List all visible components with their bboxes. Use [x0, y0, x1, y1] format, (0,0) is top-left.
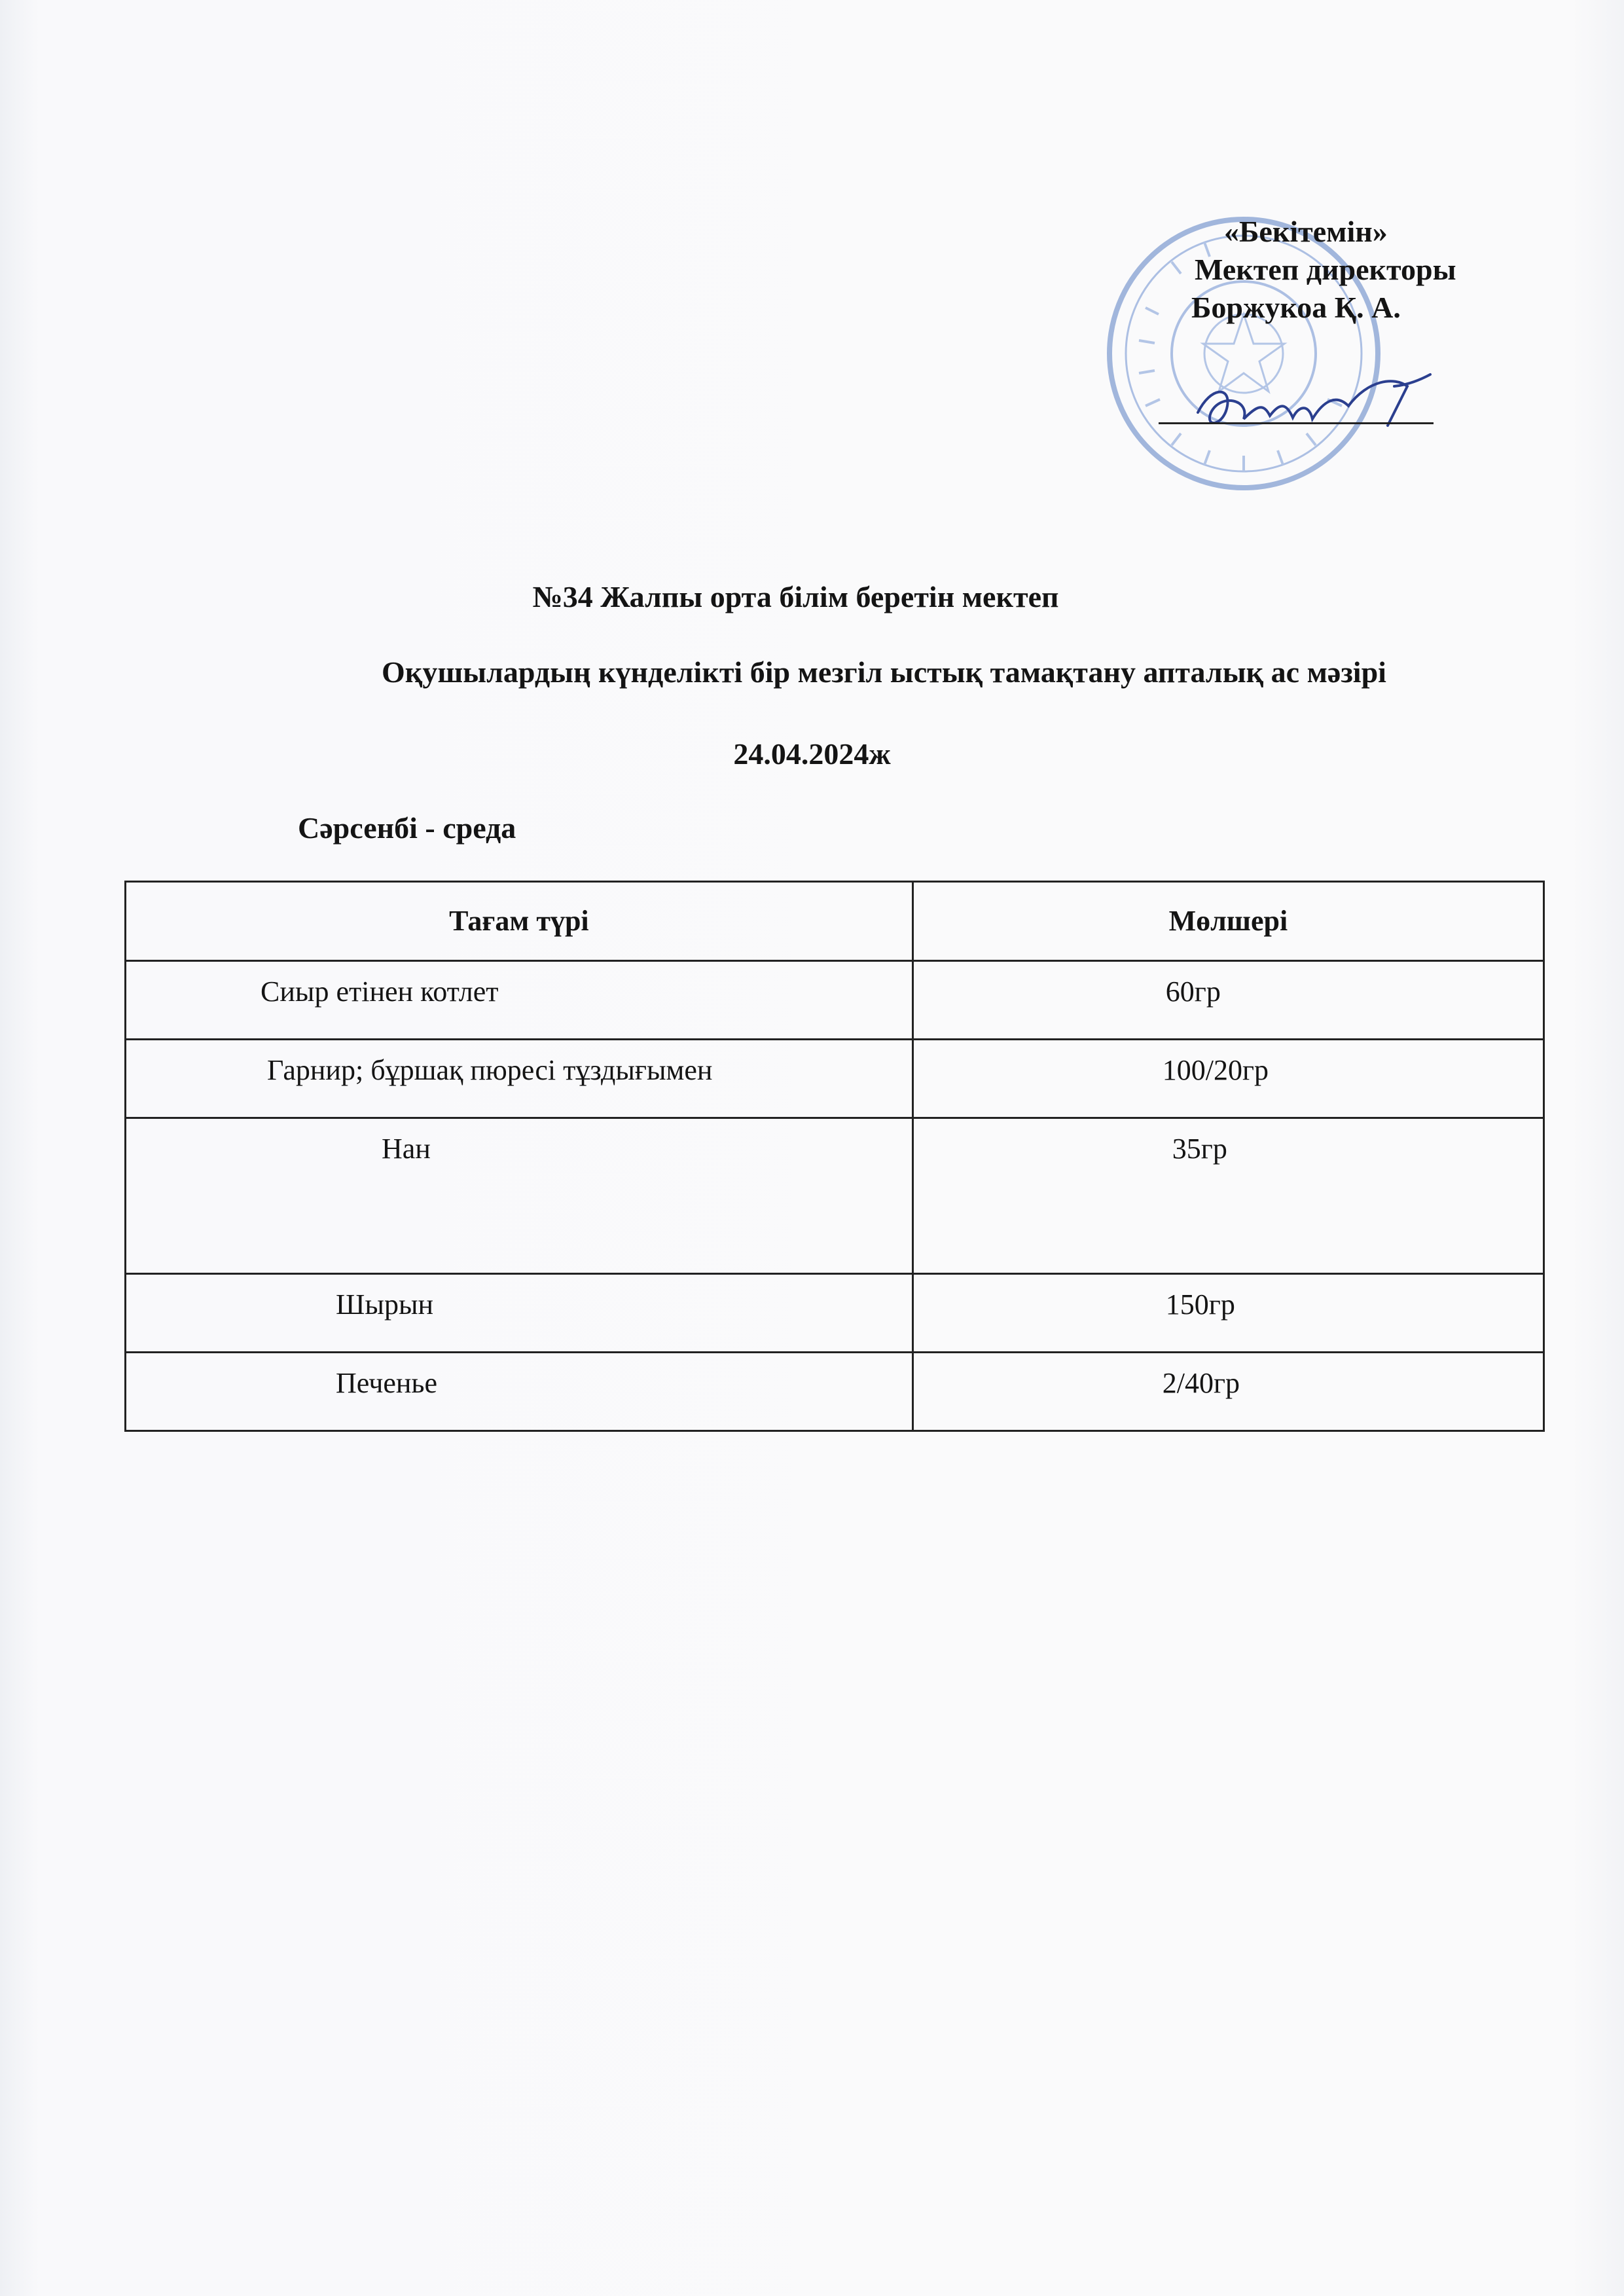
- dish-name: Гарнир; бұршақ пюресі тұздығымен: [267, 1054, 713, 1086]
- dish-amount: 100/20гр: [1162, 1054, 1269, 1086]
- approval-title: «Бекітемін»: [1224, 215, 1388, 248]
- column-header-dish: Тағам түрі: [126, 882, 913, 961]
- table-row: [126, 1118, 1544, 1274]
- dish-amount: 2/40гр: [1162, 1367, 1240, 1399]
- approval-director-name: Боржукоа Қ. А.: [1191, 291, 1401, 324]
- dish-amount: 150гр: [1165, 1288, 1235, 1321]
- director-signature-icon: [1172, 367, 1447, 445]
- dish-amount: 60гр: [1165, 975, 1221, 1008]
- table-row: [126, 1040, 1544, 1118]
- table-row: [126, 1353, 1544, 1431]
- menu-date: 24.04.2024ж: [733, 737, 891, 771]
- table-header-row: [126, 882, 1544, 961]
- weekday-label: Сәрсенбі - среда: [298, 811, 516, 845]
- menu-table: [124, 881, 1545, 1432]
- dish-name: Печенье: [336, 1367, 438, 1399]
- dish-name: Шырын: [336, 1288, 434, 1321]
- table-row: [126, 1274, 1544, 1353]
- menu-title: Оқушылардың күнделікті бір мезгіл ыстық тамақтану апталық ас мәзірі: [382, 655, 1386, 689]
- approval-position: Мектеп директоры: [1195, 253, 1456, 286]
- column-header-amount: Мөлшері: [912, 882, 1543, 961]
- dish-name: Сиыр етінен котлет: [261, 975, 499, 1008]
- dish-name: Нан: [382, 1133, 431, 1165]
- school-name: №34 Жалпы орта білім беретін мектеп: [532, 580, 1059, 613]
- approval-block: [1191, 213, 1558, 327]
- dish-amount: 35гр: [1172, 1133, 1227, 1165]
- signature-line: [1159, 422, 1434, 424]
- table-row: [126, 961, 1544, 1040]
